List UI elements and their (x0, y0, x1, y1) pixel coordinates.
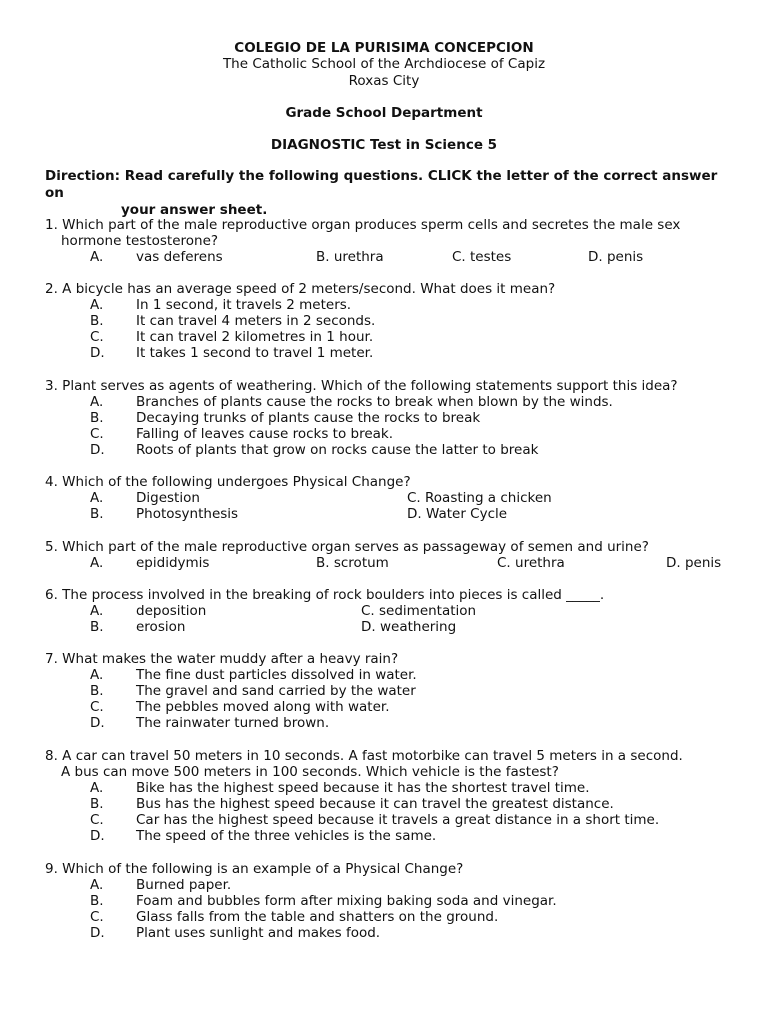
option-row[interactable] (45, 329, 735, 345)
option-row[interactable] (45, 715, 735, 731)
option-b[interactable]: B. urethra (316, 249, 384, 266)
option-text: Falling of leaves cause rocks to break. (136, 426, 394, 443)
option-text: Bike has the highest speed because it has the shortest travel time. (136, 780, 590, 797)
option-letter: B. (90, 796, 104, 813)
option-row (45, 506, 735, 522)
option-row (45, 603, 735, 619)
question-stem: 2. A bicycle has an average speed of 2 meters/second. What does it mean? (45, 281, 556, 297)
question-1 (45, 217, 735, 265)
option-letter: D. (90, 925, 105, 942)
option-letter: B. (90, 893, 104, 910)
option-text: It can travel 4 meters in 2 seconds. (136, 313, 376, 330)
option-row[interactable] (45, 297, 735, 313)
option-letter[interactable]: A. (90, 249, 104, 266)
option-d[interactable]: D. penis (666, 555, 722, 572)
school-city: Roxas City (348, 73, 420, 89)
option-text[interactable]: epididymis (136, 555, 210, 572)
option-text: Bus has the highest speed because it can travel the greatest distance. (136, 796, 614, 813)
directions (45, 168, 725, 219)
option-row[interactable] (45, 893, 735, 909)
option-row[interactable] (45, 442, 735, 458)
option-row[interactable] (45, 909, 735, 925)
option-text: It can travel 2 kilometres in 1 hour. (136, 329, 374, 346)
option-text[interactable]: Photosynthesis (136, 506, 239, 523)
option-text: The pebbles moved along with water. (136, 699, 390, 716)
option-letter: D. (90, 442, 105, 459)
direction-line-1: Direction: Read carefully the following questions. CLICK the letter of the correct answer on (45, 168, 718, 201)
option-c[interactable]: C. testes (452, 249, 512, 266)
option-letter: B. (90, 410, 104, 427)
option-d[interactable]: D. weathering (361, 619, 457, 636)
option-c[interactable]: C. urethra (497, 555, 565, 572)
question-stem: 4. Which of the following undergoes Physical Change? (45, 474, 411, 490)
question-stem-cont: A bus can move 500 meters in 100 seconds. Which vehicle is the fastest? (61, 764, 559, 781)
option-text: Car has the highest speed because it travels a great distance in a short time. (136, 812, 660, 829)
option-row (45, 249, 735, 265)
option-row[interactable] (45, 796, 735, 812)
option-letter: A. (90, 877, 104, 894)
option-letter: A. (90, 780, 104, 797)
question-stem: 7. What makes the water muddy after a heavy rain? (45, 651, 399, 667)
option-text: The gravel and sand carried by the water (136, 683, 416, 700)
question-3 (45, 378, 735, 458)
option-b[interactable]: B. scrotum (316, 555, 389, 572)
option-row[interactable] (45, 828, 735, 844)
option-text: Branches of plants cause the rocks to break when blown by the winds. (136, 394, 613, 411)
question-stem: 6. The process involved in the breaking of rock boulders into pieces is called _____. (45, 587, 605, 603)
option-letter: D. (90, 828, 105, 845)
question-9 (45, 861, 735, 941)
question-7 (45, 651, 735, 731)
option-text[interactable]: deposition (136, 603, 207, 620)
option-row[interactable] (45, 812, 735, 828)
option-letter: C. (90, 909, 104, 926)
option-c[interactable]: C. sedimentation (361, 603, 477, 620)
option-d[interactable]: D. penis (588, 249, 644, 266)
option-letter[interactable]: B. (90, 619, 104, 636)
option-letter: D. (90, 715, 105, 732)
option-text: It takes 1 second to travel 1 meter. (136, 345, 374, 362)
option-text: Decaying trunks of plants cause the rocks to break (136, 410, 481, 427)
option-text[interactable]: vas deferens (136, 249, 223, 266)
option-text: Burned paper. (136, 877, 232, 894)
question-4 (45, 474, 735, 522)
question-stem-cont: hormone testosterone? (61, 233, 219, 250)
option-row[interactable] (45, 780, 735, 796)
school-name: COLEGIO DE LA PURISIMA CONCEPCION (234, 40, 534, 56)
option-row[interactable] (45, 925, 735, 941)
option-letter: C. (90, 812, 104, 829)
option-text: The fine dust particles dissolved in water. (136, 667, 417, 684)
option-letter: B. (90, 313, 104, 330)
option-row[interactable] (45, 426, 735, 442)
option-row (45, 619, 735, 635)
option-letter: B. (90, 683, 104, 700)
question-6 (45, 587, 735, 635)
option-row[interactable] (45, 313, 735, 329)
option-row[interactable] (45, 345, 735, 361)
option-row (45, 490, 735, 506)
option-letter: C. (90, 329, 104, 346)
option-text: Foam and bubbles form after mixing baking soda and vinegar. (136, 893, 557, 910)
option-text: The rainwater turned brown. (136, 715, 330, 732)
school-subtitle: The Catholic School of the Archdiocese of Capiz (222, 56, 546, 72)
option-letter[interactable]: A. (90, 555, 104, 572)
question-2 (45, 281, 735, 361)
option-letter[interactable]: A. (90, 603, 104, 620)
test-title: DIAGNOSTIC Test in Science 5 (270, 137, 498, 153)
department-title: Grade School Department (285, 105, 483, 121)
option-text[interactable]: Digestion (136, 490, 200, 507)
option-letter: C. (90, 699, 104, 716)
option-d[interactable]: D. Water Cycle (407, 506, 508, 523)
option-text: Roots of plants that grow on rocks cause the latter to break (136, 442, 539, 459)
option-letter[interactable]: B. (90, 506, 104, 523)
option-letter: A. (90, 667, 104, 684)
option-text: The speed of the three vehicles is the same. (136, 828, 437, 845)
question-stem: 3. Plant serves as agents of weathering. Which of the following statements support this idea? (45, 378, 678, 394)
question-8 (45, 748, 735, 845)
option-text[interactable]: erosion (136, 619, 186, 636)
option-row (45, 555, 735, 571)
question-stem: 8. A car can travel 50 meters in 10 seconds. A fast motorbike can travel 5 meters in a second. (45, 748, 683, 764)
option-row[interactable] (45, 410, 735, 426)
option-letter: A. (90, 394, 104, 411)
option-text: In 1 second, it travels 2 meters. (136, 297, 352, 314)
option-letter[interactable]: A. (90, 490, 104, 507)
question-stem: 1. Which part of the male reproductive organ produces sperm cells and secretes the male sex (45, 217, 681, 233)
option-text: Glass falls from the table and shatters on the ground. (136, 909, 499, 926)
option-text: Plant uses sunlight and makes food. (136, 925, 381, 942)
option-c[interactable]: C. Roasting a chicken (407, 490, 552, 507)
option-row[interactable] (45, 394, 735, 410)
question-stem: 9. Which of the following is an example of a Physical Change? (45, 861, 464, 877)
question-5 (45, 539, 735, 571)
question-stem: 5. Which part of the male reproductive organ serves as passageway of semen and urine? (45, 539, 649, 555)
option-row[interactable] (45, 877, 735, 893)
direction-line-2: your answer sheet. (121, 202, 268, 218)
option-letter: A. (90, 297, 104, 314)
option-row[interactable] (45, 683, 735, 699)
option-letter: D. (90, 345, 105, 362)
option-row[interactable] (45, 667, 735, 683)
option-row[interactable] (45, 699, 735, 715)
option-letter: C. (90, 426, 104, 443)
